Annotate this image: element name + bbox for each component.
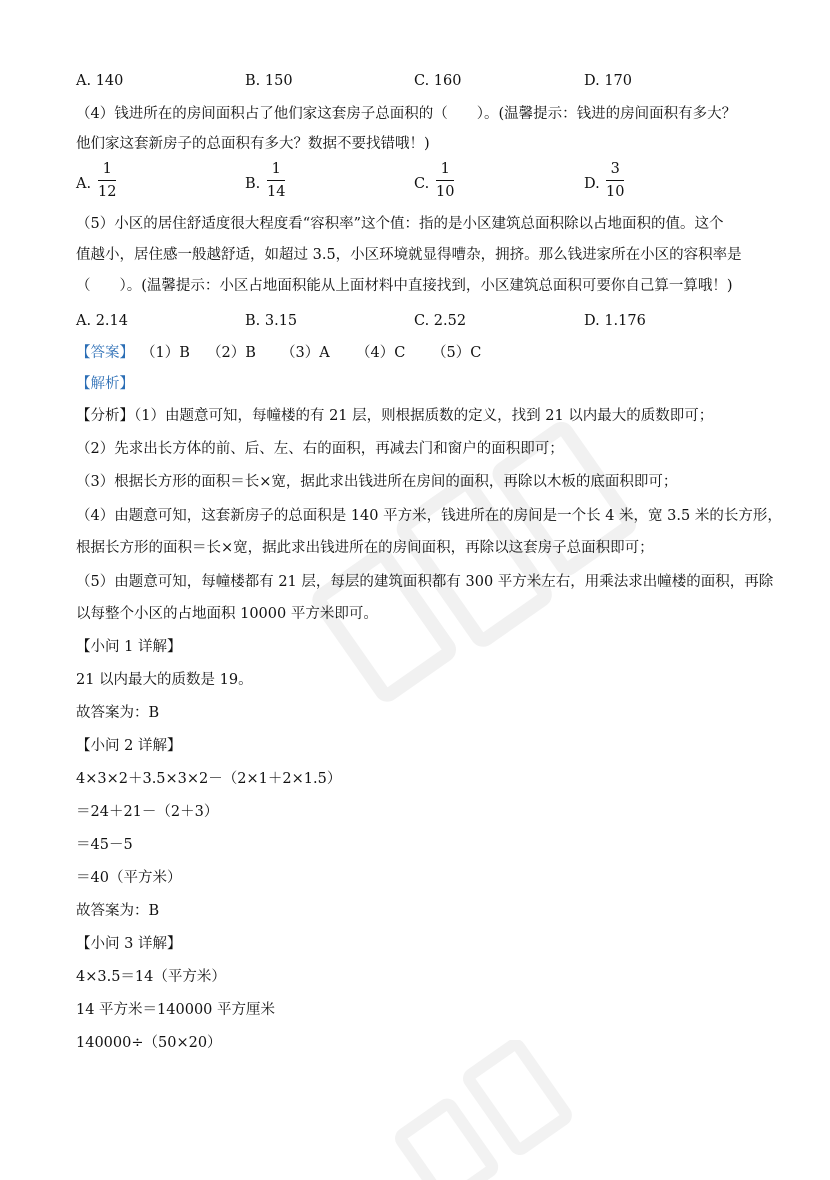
q5-option-b: B. 3.15 [245,313,298,329]
analysis-tag: 【解析】 [76,376,134,392]
detail-2-title: 【小问 2 详解】 [76,738,182,754]
q4-option-a-letter: A. [76,176,92,192]
fenxi-line-5a: （5）由题意可知，每幢楼都有 21 层，每层的建筑面积都有 300 平方米左右，用乘法求出幢楼的面积，再除 [76,574,774,590]
q5-option-a: A. 2.14 [76,313,128,329]
fraction-numerator: 3 [610,161,620,177]
detail-3-title: 【小问 3 详解】 [76,936,182,952]
detail-2-answer: 故答案为：B [76,903,160,919]
q5-option-d: D. 1.176 [584,313,646,329]
detail-2-line-2: ＝24＋21－（2＋3） [76,804,219,820]
detail-2-line-4: ＝40（平方米） [76,870,182,886]
fraction-numerator: 1 [271,161,281,177]
detail-1-line-1: 21 以内最大的质数是 19。 [76,672,253,688]
fraction-denominator: 12 [98,184,117,200]
q4-option-c-letter: C. [414,176,430,192]
detail-3-line-1: 4×3.5＝14（平方米） [76,969,226,985]
q3-option-b: B. 150 [245,73,293,89]
q5-question-line-1: （5）小区的居住舒适度很大程度看“容积率”这个值：指的是小区建筑总面积除以占地面积的值。这个 [76,216,724,232]
detail-1-answer: 故答案为：B [76,705,160,721]
fenxi-text-1: （1）由题意可知，每幢楼的有 21 层，则根据质数的定义，找到 21 以内最大的质数即可； [134,408,714,424]
answer-tag: 【答案】 [76,345,134,361]
fenxi-line-1 [76,406,713,426]
q3-option-d: D. 170 [584,73,633,89]
q5-question-line-3: （ ）。(温馨提示：小区占地面积能从上面材料中直接找到，小区建筑总面积可要你自己算一算哦！) [76,278,733,294]
answer-item-5: （5）C [432,345,482,361]
q4-option-c-fraction [436,160,454,201]
q4-option-b-letter: B. [245,176,261,192]
q3-option-c: C. 160 [414,73,462,89]
fraction-numerator: 1 [102,161,112,177]
fenxi-line-3: （3）根据长方形的面积＝长×宽，据此求出钱进所在房间的面积，再除以木板的底面积即可； [76,474,678,490]
fraction-denominator: 10 [436,184,455,200]
answer-item-3: （3）A [281,345,330,361]
q5-option-c: C. 2.52 [414,313,467,329]
fraction-numerator: 1 [440,161,450,177]
fenxi-line-2: （2）先求出长方体的前、后、左、右的面积，再减去门和窗户的面积即可； [76,441,564,457]
detail-2-line-1: 4×3×2＋3.5×3×2－（2×1＋2×1.5） [76,771,342,787]
fenxi-line-4a: （4）由题意可知，这套新房子的总面积是 140 平方米，钱进所在的房间是一个长 4 米，宽 3.5 米的长方形， [76,508,782,524]
q4-option-a-fraction [98,160,116,201]
answer-item-4: （4）C [356,345,406,361]
detail-3-line-2: 14 平方米＝140000 平方厘米 [76,1002,276,1018]
answer-item-2: （2）B [207,345,256,361]
detail-3-line-3: 140000÷（50×20） [76,1035,222,1051]
fraction-denominator: 10 [606,184,625,200]
q4-option-d-letter: D. [584,176,600,192]
detail-2-line-3: ＝45－5 [76,837,133,853]
watermark-graphic-bottom [380,1040,600,1180]
fenxi-line-4b: 根据长方形的面积＝长×宽，据此求出钱进所在的房间面积，再除以这套房子总面积即可； [76,540,654,556]
fenxi-tag: 【分析】 [76,408,134,424]
detail-1-title: 【小问 1 详解】 [76,639,182,655]
q4-question-line-1: （4）钱进所在的房间面积占了他们家这套房子总面积的（ ）。(温馨提示：钱进的房间面积有多大？ [76,106,737,122]
q4-option-d-fraction [606,160,624,201]
answer-item-1: （1）B [141,345,190,361]
watermark-graphic [290,380,670,760]
fenxi-line-5b: 以每整个小区的占地面积 10000 平方米即可。 [76,606,378,622]
q5-question-line-2: 值越小，居住感一般越舒适，如超过 3.5，小区环境就显得嘈杂，拥挤。那么钱进家所在小区的容积率是 [76,247,742,263]
fraction-denominator: 14 [267,184,286,200]
q4-question-line-2: 他们家这套新房子的总面积有多大？数据不要找错哦！) [76,136,430,152]
q3-option-a: A. 140 [76,73,124,89]
q4-option-b-fraction [267,160,285,201]
